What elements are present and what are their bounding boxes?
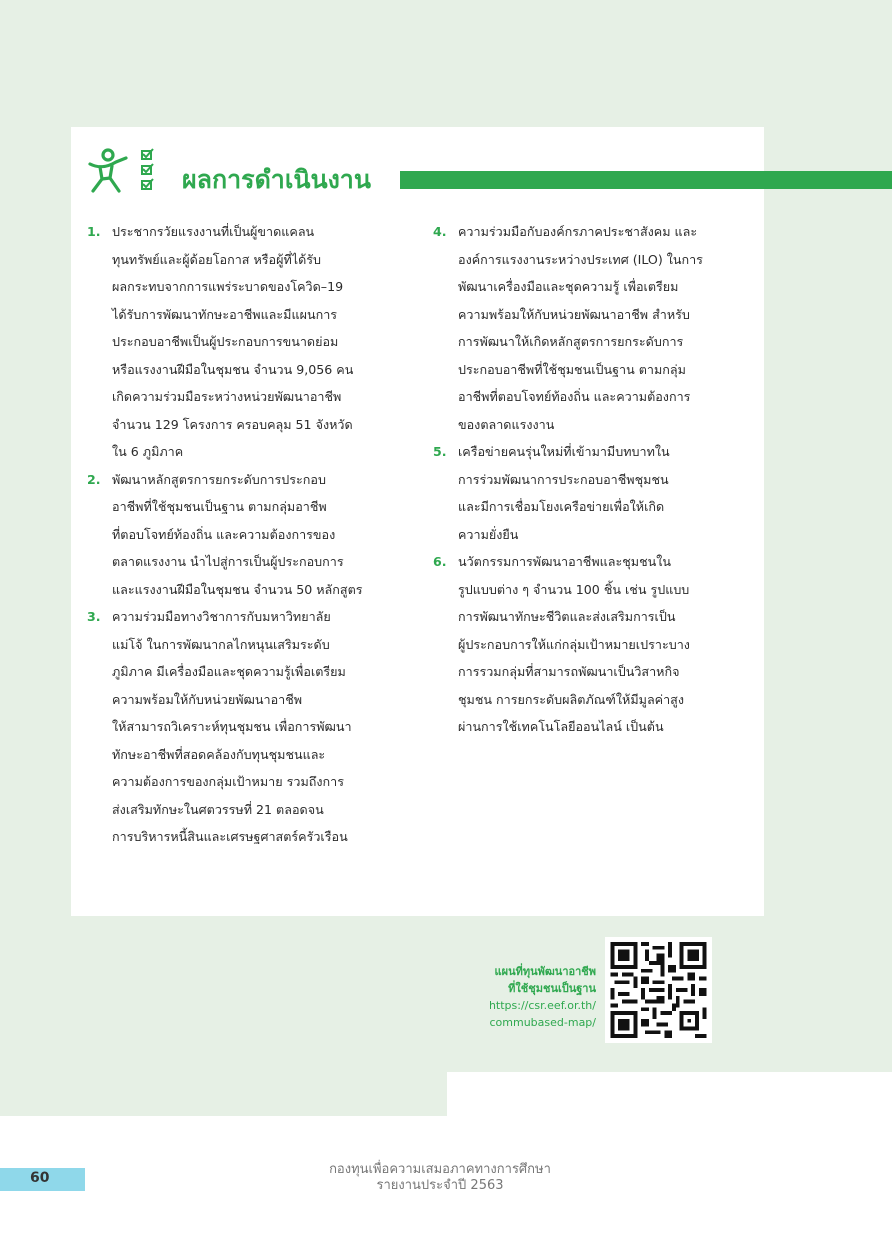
list-item <box>87 218 402 466</box>
page-number: 60 <box>30 1170 50 1186</box>
qr-caption <box>470 963 596 1031</box>
item-text: ความร่วมมือกับองค์กรภาคประชาสังคม และ องค์การแรงงานระหว่างประเทศ (ILO) ในการ พัฒนาเครื่องมือและชุดความรู้ เพื่อเตรียม ความพร้อมให้กับหน่วยพัฒนาอาชีพ สำหรับ การพัฒนาให้เกิดหลักสูตรการยกระดับการ ประกอบอาชีพที่ใช้ชุมชนเป็นฐาน ตามกลุ่ม อาชีพที่ตอบโจทย์ท้องถิ่น และความต้องการ ของตลาดแรงงาน <box>458 224 703 432</box>
qr-url-line2[interactable]: commubased-map/ <box>489 1016 596 1029</box>
list-item <box>433 548 751 741</box>
item-text: ความร่วมมือทางวิชาการกับมหาวิทยาลัย แม่โจ้ ในการพัฒนากลไกหนุนเสริมระดับ ภูมิภาค มีเครื่องมือและชุดความรู้เพื่อเตรียม ความพร้อมให้กับหน่วยพัฒนาอาชีพ ให้สามารถวิเคราะห์ทุนชุมชน เพื่อการพัฒนา ทักษะอาชีพที่สอดคล้องกับทุนชุมชนและ ความต้องการของกลุ่มเป้าหมาย รวมถึงการ ส่งเสริมทักษะในศตวรรษที่ 21 ตลอดจน การบริหารหนี้สินและเศรษฐศาสตร์ครัวเรือน <box>112 609 352 844</box>
item-number: 2. <box>87 471 101 487</box>
item-number: 6. <box>433 554 447 569</box>
title-rule <box>400 171 892 189</box>
item-text: นวัตกรรมการพัฒนาอาชีพและชุมชนใน รูปแบบต่าง ๆ จำนวน 100 ชิ้น เช่น รูปแบบ การพัฒนาทักษะชีวิตและส่งเสริมการเป็น ผู้ประกอบการให้แก่กลุ่มเป้าหมายเปราะบาง การรวมกลุ่มที่สามารถพัฒนาเป็นวิสาหกิจ ชุมชน การยกระดับผลิตภัณฑ์ให้มีมูลค่าสูง ผ่านการใช้เทคโนโลยีออนไลน์ เป็นต้น <box>458 554 690 734</box>
qr-code[interactable] <box>605 937 712 1043</box>
item-number: 4. <box>433 224 447 239</box>
list-item <box>433 438 751 548</box>
qr-caption-subtitle: ที่ใช้ชุมชนเป็นฐาน <box>508 982 596 995</box>
person-checklist-icon <box>86 146 158 194</box>
item-number: 1. <box>87 224 101 239</box>
item-text: พัฒนาหลักสูตรการยกระดับการประกอบ อาชีพที่ใช้ชุมชนเป็นฐาน ตามกลุ่มอาชีพ ที่ตอบโจทย์ท้องถิ่น และความต้องการของ ตลาดแรงงาน นำไปสู่การเป็นผู้ประกอบการ และแรงงานฝีมือในชุมชน จำนวน 50 หลักสูตร <box>112 471 363 597</box>
left-column <box>87 218 402 851</box>
item-text: ประชากรวัยแรงงานที่เป็นผู้ขาดแคลน ทุนทรัพย์และผู้ด้อยโอกาส หรือผู้ที่ได้รับ ผลกระทบจากการแพร่ระบาดของโควิด–19 ได้รับการพัฒนาทักษะอาชีพและมีแผนการ ประกอบอาชีพเป็นผู้ประกอบการขนาดย่อม หรือแรงงานฝีมือในชุมชน จำนวน 9,056 คน เกิดความร่วมมือระหว่างหน่วยพัฒนาอาชีพ จำนวน 129 โครงการ ครอบคลุม 51 จังหวัด ใน 6 ภูมิภาค <box>112 224 354 459</box>
item-text: เครือข่ายคนรุ่นใหม่ที่เข้ามามีบทบาทใน การร่วมพัฒนาการประกอบอาชีพชุมชน และมีการเชื่อมโยงเครือข่ายเพื่อให้เกิด ความยั่งยืน <box>458 444 670 542</box>
item-number: 5. <box>433 444 447 459</box>
list-item <box>87 466 402 604</box>
item-number: 3. <box>87 609 101 624</box>
footer-report: รายงานประจำปี 2563 <box>376 1178 504 1193</box>
footer <box>290 1162 590 1194</box>
section-title: ผลการดำเนินงาน <box>182 165 371 194</box>
list-item <box>433 218 751 438</box>
list-item <box>87 603 402 851</box>
qr-caption-title: แผนที่ทุนพัฒนาอาชีพ <box>494 965 596 978</box>
footer-org: กองทุนเพื่อความเสมอภาคทางการศึกษา <box>329 1162 551 1177</box>
qr-url-line1[interactable]: https://csr.eef.or.th/ <box>488 999 596 1012</box>
right-column <box>433 218 751 741</box>
qr-code-icon <box>610 942 707 1038</box>
page-background-tail <box>0 1072 447 1116</box>
